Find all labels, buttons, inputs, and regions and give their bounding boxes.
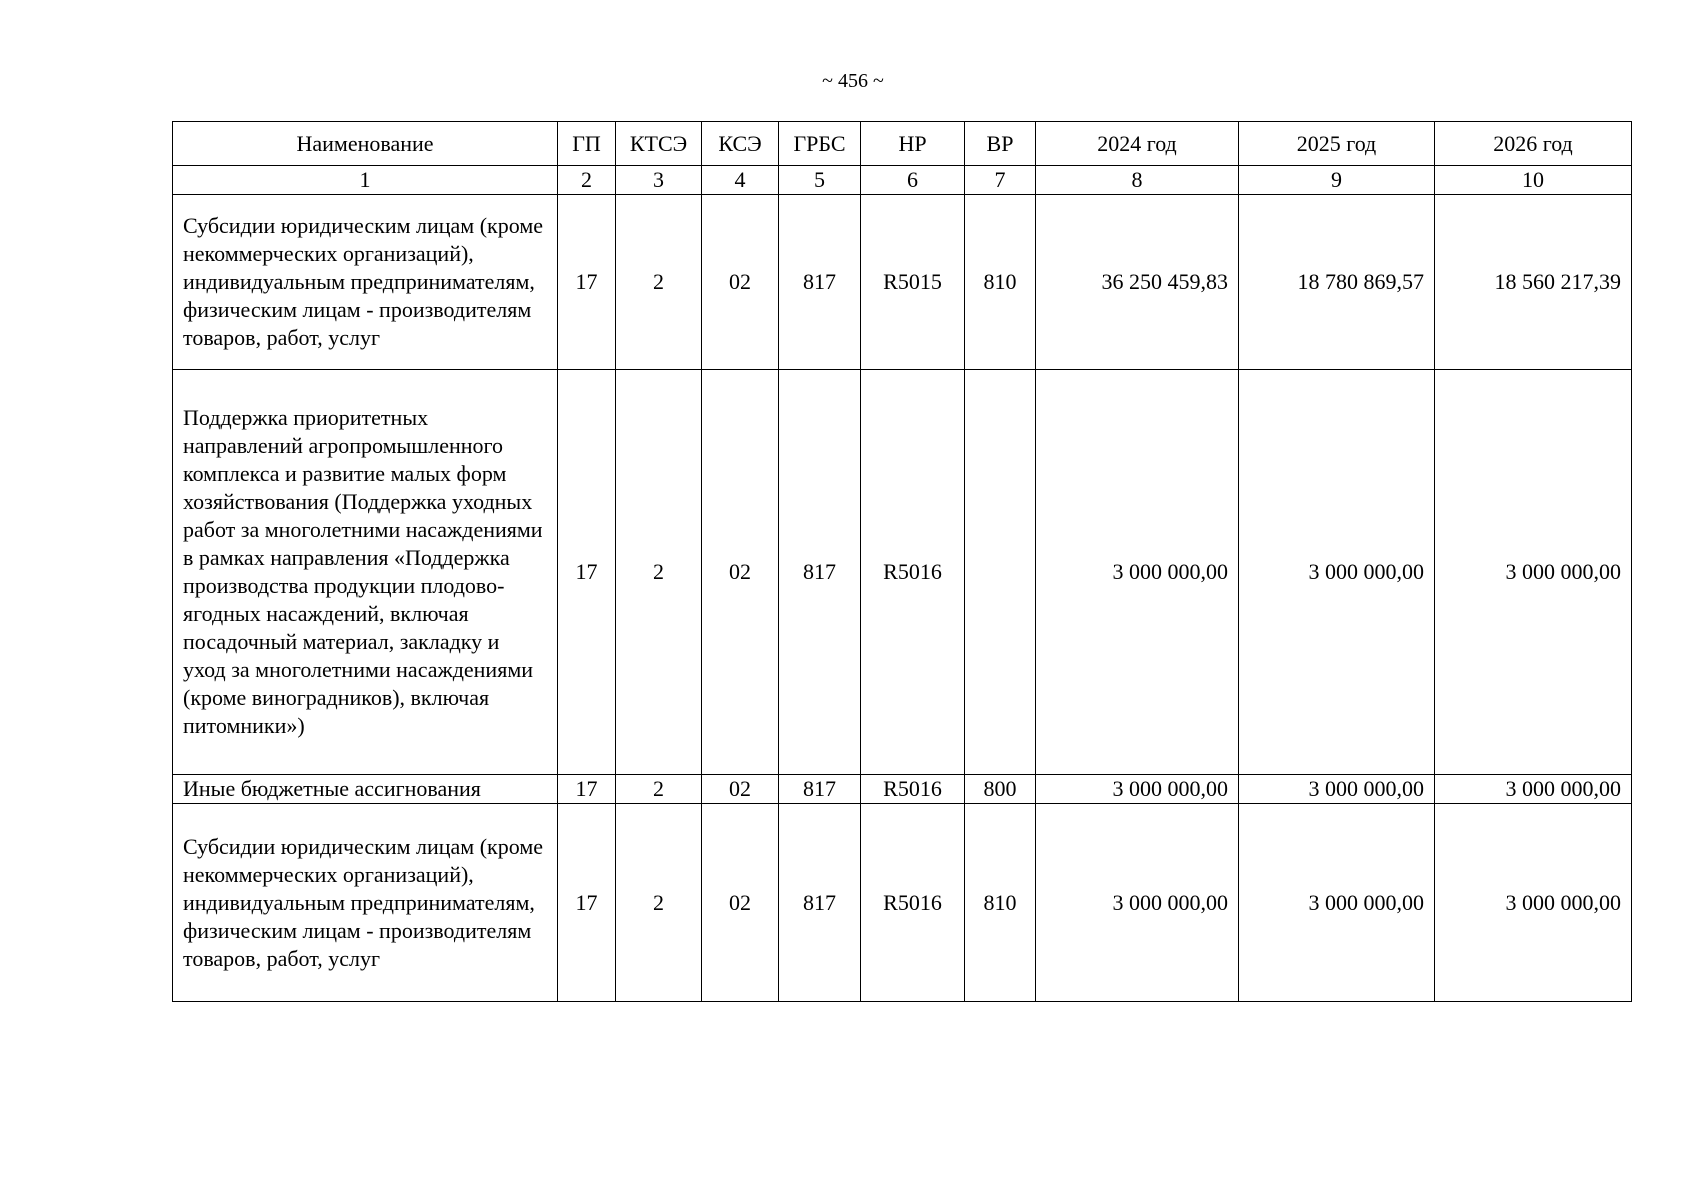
cell-ktse: 2 [616,775,702,804]
cell-kse: 02 [702,370,779,775]
cell-gp: 17 [558,775,616,804]
cell-vr: 810 [965,804,1036,1002]
column-number: 5 [779,166,861,195]
row-name: Субсидии юридическим лицам (кроме некоммерческих организаций), индивидуальным предпринимателям, физическим лицам - производителям товаров, работ, услуг [173,804,558,1002]
header-2026: 2026 год [1435,122,1632,166]
header-kse: КСЭ [702,122,779,166]
header-2025: 2025 год [1239,122,1435,166]
header-ktse: КТСЭ [616,122,702,166]
cell-nr: R5016 [861,370,965,775]
cell-gp: 17 [558,804,616,1002]
row-name: Субсидии юридическим лицам (кроме некоммерческих организаций), индивидуальным предпринимателям, физическим лицам - производителям товаров, работ, услуг [173,195,558,370]
page-number: ~ 456 ~ [822,70,884,92]
budget-table [172,121,1632,1002]
cell-amount-2024: 3 000 000,00 [1036,775,1239,804]
cell-amount-2024: 3 000 000,00 [1036,804,1239,1002]
cell-amount-2025: 3 000 000,00 [1239,370,1435,775]
cell-nr: R5016 [861,775,965,804]
row-name: Поддержка приоритетных направлений агропромышленного комплекса и развитие малых форм хозяйствования (Поддержка уходных работ за многолетними насаждениями в рамках направления «Поддержка производства продукции плодово-ягодных насаждений, включая посадочный материал, закладку и уход за многолетними насаждениями (кроме виноградников), включая питомники») [173,370,558,775]
cell-amount-2025: 3 000 000,00 [1239,804,1435,1002]
table-row [173,370,1632,775]
cell-grbs: 817 [779,804,861,1002]
cell-nr: R5015 [861,195,965,370]
cell-amount-2024: 36 250 459,83 [1036,195,1239,370]
header-grbs: ГРБС [779,122,861,166]
cell-kse: 02 [702,195,779,370]
table-row [173,775,1632,804]
cell-vr [965,370,1036,775]
cell-grbs: 817 [779,775,861,804]
cell-vr: 800 [965,775,1036,804]
cell-amount-2025: 18 780 869,57 [1239,195,1435,370]
cell-kse: 02 [702,775,779,804]
column-number-row [173,166,1632,195]
column-number: 6 [861,166,965,195]
column-number: 4 [702,166,779,195]
cell-amount-2026: 3 000 000,00 [1435,804,1632,1002]
column-number: 3 [616,166,702,195]
table-header-row [173,122,1632,166]
cell-ktse: 2 [616,370,702,775]
cell-amount-2024: 3 000 000,00 [1036,370,1239,775]
header-vr: ВР [965,122,1036,166]
header-2024: 2024 год [1036,122,1239,166]
cell-grbs: 817 [779,370,861,775]
header-gp: ГП [558,122,616,166]
column-number: 8 [1036,166,1239,195]
cell-ktse: 2 [616,195,702,370]
column-number: 2 [558,166,616,195]
column-number: 9 [1239,166,1435,195]
cell-kse: 02 [702,804,779,1002]
cell-nr: R5016 [861,804,965,1002]
table-row [173,195,1632,370]
cell-grbs: 817 [779,195,861,370]
cell-gp: 17 [558,195,616,370]
cell-gp: 17 [558,370,616,775]
cell-amount-2026: 18 560 217,39 [1435,195,1632,370]
cell-amount-2026: 3 000 000,00 [1435,370,1632,775]
header-name: Наименование [173,122,558,166]
column-number: 7 [965,166,1036,195]
cell-vr: 810 [965,195,1036,370]
cell-ktse: 2 [616,804,702,1002]
table-row [173,804,1632,1002]
cell-amount-2026: 3 000 000,00 [1435,775,1632,804]
cell-amount-2025: 3 000 000,00 [1239,775,1435,804]
column-number: 10 [1435,166,1632,195]
column-number: 1 [173,166,558,195]
header-nr: НР [861,122,965,166]
row-name: Иные бюджетные ассигнования [173,775,558,804]
